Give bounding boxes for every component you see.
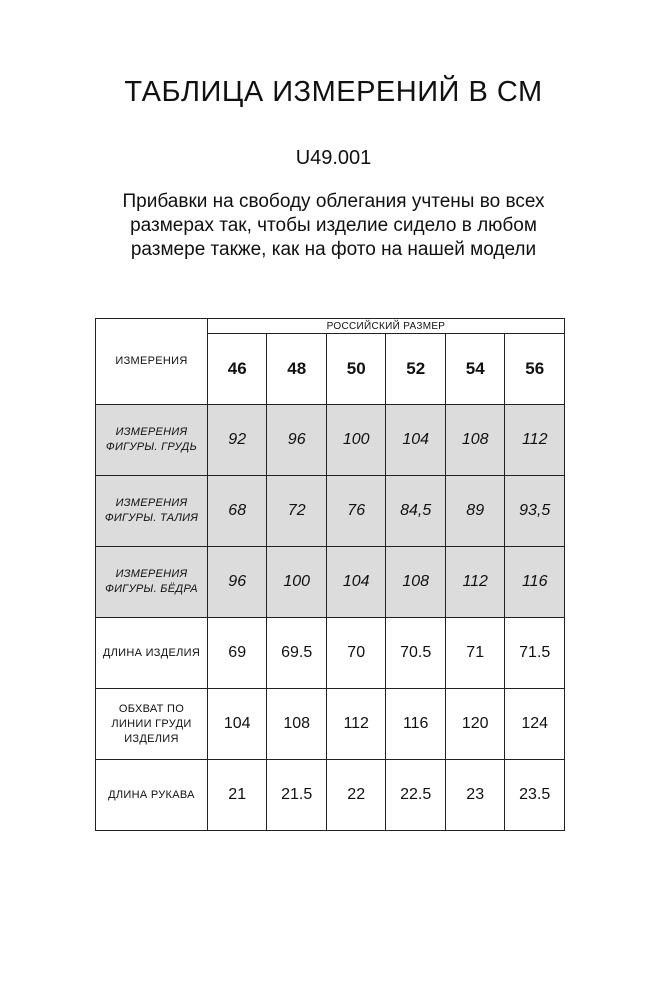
size-header: 50: [326, 334, 386, 405]
table-cell: 108: [386, 547, 446, 618]
fit-note-line: размерах так, чтобы изделие сидело в любом: [130, 215, 537, 236]
page-title: ТАБЛИЦА ИЗМЕРЕНИЙ В СМ: [124, 76, 543, 108]
row-label: [96, 476, 208, 547]
fit-note-line: размере также, как на фото на нашей модели: [130, 239, 537, 260]
table-cell: 104: [386, 405, 446, 476]
table-cell: 92: [207, 405, 267, 476]
table-row: [96, 547, 565, 618]
row-label-line: ИЗМЕРЕНИЯ: [115, 497, 188, 509]
table-cell: 116: [505, 547, 565, 618]
size-header: 54: [445, 334, 505, 405]
table-cell: 69: [207, 618, 267, 689]
row-label-line: ИЗМЕРЕНИЯ: [115, 568, 188, 580]
group-header: РОССИЙСКИЙ РАЗМЕР: [207, 319, 564, 334]
row-label-line: ОБХВАТ ПО: [118, 702, 185, 715]
table-cell: 23.5: [505, 760, 565, 831]
row-label: [96, 760, 208, 831]
fit-note-line: Прибавки на свободу облегания учтены во всех: [122, 191, 545, 212]
table-row: [96, 689, 565, 760]
table-cell: 124: [505, 689, 565, 760]
table-row: [96, 760, 565, 831]
table-cell: 21: [207, 760, 267, 831]
table-cell: 23: [445, 760, 505, 831]
row-label-line: ДЛИНА РУКАВА: [108, 788, 195, 801]
table-cell: 72: [267, 476, 327, 547]
table-cell: 84,5: [386, 476, 446, 547]
row-label: [96, 618, 208, 689]
size-header: 46: [207, 334, 267, 405]
table-cell: 100: [267, 547, 327, 618]
table-cell: 112: [445, 547, 505, 618]
table-cell: 108: [267, 689, 327, 760]
table-cell: 112: [326, 689, 386, 760]
table-cell: 100: [326, 405, 386, 476]
size-header: 52: [386, 334, 446, 405]
table-cell: 96: [207, 547, 267, 618]
table-cell: 112: [505, 405, 565, 476]
row-label-line: ФИГУРЫ. ТАЛИЯ: [104, 512, 199, 524]
row-label-line: ЛИНИИ ГРУДИ: [111, 717, 192, 730]
table-cell: 104: [207, 689, 267, 760]
row-label-line: ИЗДЕЛИЯ: [124, 732, 179, 745]
row-label: [96, 405, 208, 476]
table-row: [96, 405, 565, 476]
table-cell: 93,5: [505, 476, 565, 547]
table-cell: 22: [326, 760, 386, 831]
size-table: [95, 318, 565, 831]
table-cell: 96: [267, 405, 327, 476]
table-cell: 71.5: [505, 618, 565, 689]
table-cell: 89: [445, 476, 505, 547]
table-cell: 69.5: [267, 618, 327, 689]
row-label-line: ДЛИНА ИЗДЕЛИЯ: [102, 646, 201, 659]
row-label-line: ФИГУРЫ. ГРУДЬ: [105, 441, 198, 453]
row-label: [96, 689, 208, 760]
table-cell: 108: [445, 405, 505, 476]
table-cell: 116: [386, 689, 446, 760]
table-cell: 22.5: [386, 760, 446, 831]
row-label-line: ФИГУРЫ. БЁДРА: [105, 583, 198, 595]
table-cell: 120: [445, 689, 505, 760]
row-label-line: ИЗМЕРЕНИЯ: [115, 426, 188, 438]
product-code: U49.001: [295, 147, 372, 169]
fit-note: [0, 190, 667, 262]
table-cell: 71: [445, 618, 505, 689]
table-cell: 70.5: [386, 618, 446, 689]
corner-header: ИЗМЕРЕНИЯ: [96, 319, 208, 405]
table-cell: 70: [326, 618, 386, 689]
table-cell: 68: [207, 476, 267, 547]
table-cell: 104: [326, 547, 386, 618]
table-cell: 76: [326, 476, 386, 547]
size-header: 48: [267, 334, 327, 405]
table-cell: 21.5: [267, 760, 327, 831]
table-row: [96, 476, 565, 547]
table-row: [96, 618, 565, 689]
size-header: 56: [505, 334, 565, 405]
row-label: [96, 547, 208, 618]
